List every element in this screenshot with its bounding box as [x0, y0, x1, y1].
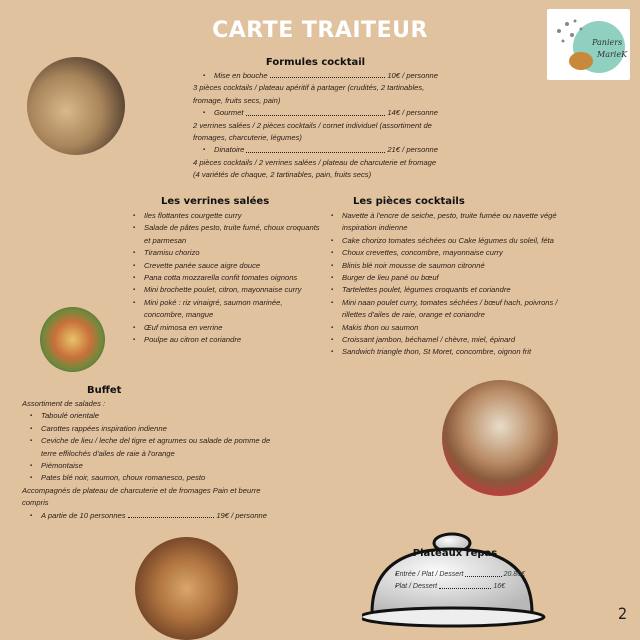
piece-item: ▪ Blinis blé noir mousse de saumon citronné [331, 260, 567, 272]
verrine-item: ▪ Tiramisu chorizo [133, 247, 323, 259]
buffet-accomp: Accompagnés de plateau de charcuterie et de fromages Pain et beurre compris [22, 485, 261, 508]
logo-icon [547, 9, 630, 80]
buffet-item: ▪ Taboulé orientale [30, 410, 287, 422]
piece-item: ▪ Croissant jambon, béchamel / chèvre, miel, épinard [331, 334, 567, 346]
buffet-item: ▪ Ceviche de lieu / leche del tigre et agrumes ou salade de pomme de terre effilochés d'ailes de raie à l'orange [30, 435, 287, 460]
buffet-intro: Assortiment de salades : [22, 399, 106, 408]
verrine-item: ▪ Crevette panée sauce aigre douce [133, 260, 323, 272]
formule-item [203, 144, 438, 156]
buffet-price-label: ▪ A partie de 10 personnes [41, 510, 126, 520]
formule-desc: 4 pièces cocktails / 2 verrines salées / plateau de charcuterie et fromage (4 variétés de chaque, 2 tartinables, pain, fruits secs) [193, 157, 437, 180]
buffet-item: ▪ Carottes rappées inspiration indienne [30, 423, 287, 435]
buffet-price [30, 510, 267, 522]
buffet-price-value: 19€ / personne [216, 510, 267, 520]
formule-price: 21€ / personne [387, 145, 438, 155]
buffet-heading: Buffet [87, 385, 122, 396]
piece-item: ▪ Tartelettes poulet, légumes croquants et coriandre [331, 284, 567, 296]
verrines-heading: Les verrines salées [161, 196, 270, 207]
photo-buffet-table [27, 57, 125, 155]
formule-name: ▪ Gourmet [214, 108, 244, 118]
formule-price: 14€ / personne [387, 108, 438, 118]
pieces-heading: Les pièces cocktails [353, 196, 465, 207]
verrine-item: ▪ Poulpe au citron et coriandre [133, 334, 323, 346]
svg-text:MarieK: MarieK [597, 50, 628, 59]
piece-item: ▪ Makis thon ou saumon [331, 322, 567, 334]
verrine-item: ▪ Œuf mimosa en verrine [133, 322, 323, 334]
verrine-item: ▪ Mini poké : riz vinaigré, saumon marinée, concombre, mangue [133, 297, 323, 322]
formule-item [203, 70, 438, 82]
plateaux-section [385, 548, 525, 593]
verrine-item: ▪ Mini brochette poulet, citron, mayonnaise curry [133, 284, 323, 296]
formule-item [203, 107, 438, 119]
piece-item: ▪ Sandwich triangle thon, St Moret, concombre, oignon frit [331, 346, 567, 358]
logo [547, 9, 630, 80]
plateaux-heading: Plateaux repas [412, 548, 498, 559]
page-title: CARTE TRAITEUR [212, 18, 428, 43]
page-number: 2 [618, 604, 628, 623]
photo-tartelettes [135, 537, 238, 640]
formule-desc: 3 pièces cocktails / plateau apéritif à partager (crudités, 2 tartinables, fromage, fruits secs, pain) [193, 83, 425, 105]
plateau-price: 16€ [493, 583, 505, 590]
formule-name: ▪ Dinatoire [214, 145, 245, 155]
photo-platter [40, 307, 105, 372]
piece-item: ▪ Choux crevettes, concombre, mayonnaise curry [331, 247, 567, 259]
plateau-name: ▪ Plat / Dessert [395, 583, 438, 590]
verrine-item: ▪ Iles flottantes courgette curry [133, 210, 323, 222]
photo-verrines [442, 380, 558, 496]
svg-text:Paniers: Paniers [592, 38, 623, 47]
formule-name: ▪ Mise en bouche [214, 71, 268, 80]
piece-item: ▪ Cake chorizo tomates séchées ou Cake légumes du soleil, féta [331, 235, 567, 247]
verrine-item: ▪ Pana cotta mozzarella confit tomates oignons [133, 272, 323, 284]
formule-price: 10€ / personne [387, 71, 438, 80]
verrine-item: ▪ Salade de pâtes pesto, truite fumé, choux croquants et parmesan [133, 222, 323, 247]
buffet-section [22, 385, 287, 522]
verrines-section [133, 196, 323, 346]
plateau-item [395, 581, 505, 593]
plateau-name: ▪ Entrée / Plat / Dessert [395, 571, 464, 578]
piece-item: ▪ Burger de lieu pané ou bœuf [331, 272, 567, 284]
buffet-item: ▪ Piémontaise [30, 460, 287, 472]
formules-section [193, 57, 438, 182]
plateau-item [395, 569, 525, 581]
pieces-section [331, 196, 567, 359]
formule-desc: 2 verrines salées / 2 pièces cocktails / cornet individuel (assortiment de fromages, charcuterie, légumes) [193, 120, 432, 143]
buffet-item: ▪ Pates blé noir, saumon, choux romanesco, pesto [30, 472, 287, 484]
piece-item: ▪ Navette à l'encre de seiche, pesto, truite fumée ou navette végé inspiration indienne [331, 210, 567, 235]
plateau-price: 20.80€ [503, 571, 525, 578]
piece-item: ▪ Mini naan poulet curry, tomates séchées / bœuf hach, poivrons / rillettes d'ailes de raie, orange et coriandre [331, 297, 567, 322]
formules-heading: Formules cocktail [265, 57, 366, 68]
